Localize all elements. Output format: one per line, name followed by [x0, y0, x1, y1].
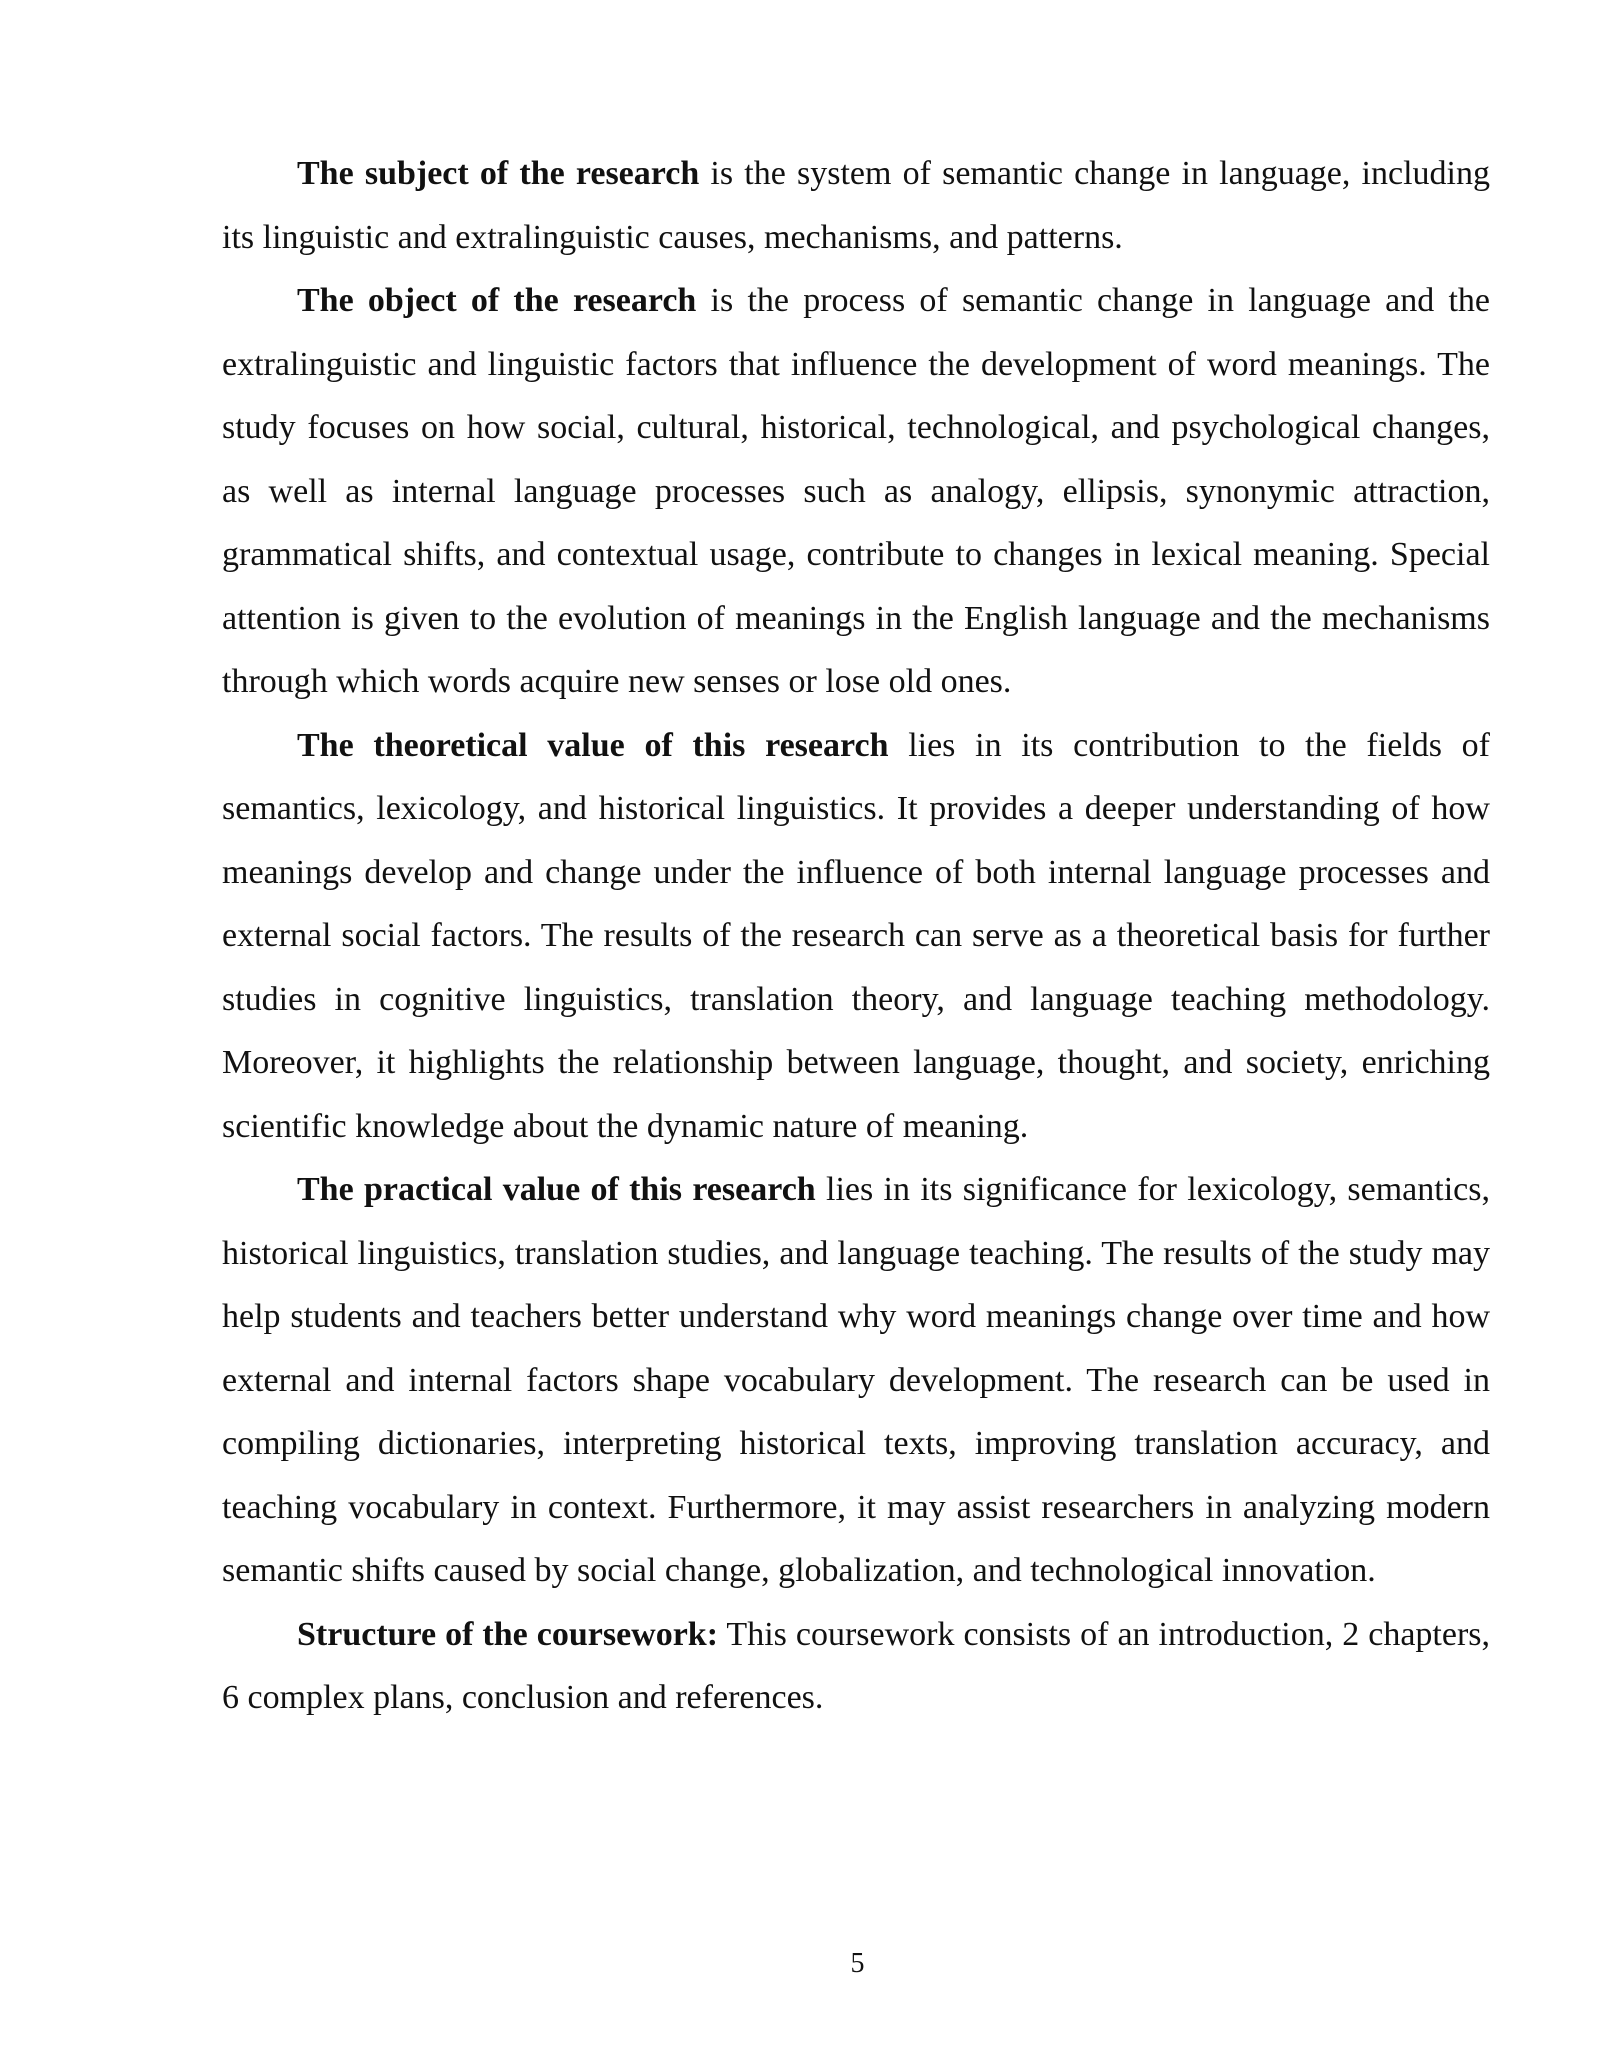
paragraph-structure [222, 1603, 1490, 1730]
paragraph-theoretical-value-heading: The theoretical value of this research [297, 726, 889, 764]
paragraph-practical-value-heading: The practical value of this research [297, 1171, 816, 1208]
paragraph-subject-heading: The subject of the research [297, 155, 700, 192]
paragraph-theoretical-value [222, 714, 1490, 1159]
page-number: 5 [850, 1948, 865, 1979]
paragraph-structure-heading: Structure of the coursework: [297, 1615, 719, 1653]
body-text [222, 142, 1490, 1730]
paragraph-structure-text: This coursework consists of an introduction, 2 chapters, 6 complex plans, conclusion and references. [222, 1615, 1490, 1716]
paragraph-practical-value-text: lies in its significance for lexicology, semantics, historical linguistics, translation studies, and language teaching. The results of the study may help students and teachers better understand why word meanings change over time and how external and internal factors shape vocabulary development. The research can be used in compiling dictionaries, interpreting historical texts, improving translation accuracy, and teaching vocabulary in context. Furthermore, it may assist researchers in analyzing modern semantic shifts caused by social change, globalization, and technological innovation. [222, 1171, 1490, 1589]
paragraph-object [222, 269, 1490, 714]
paragraph-theoretical-value-text: lies in its contribution to the fields of semantics, lexicology, and historical linguistics. It provides a deeper understanding of how meanings develop and change under the influence of both internal language processes and external social factors. The results of the research can serve as a theoretical basis for further studies in cognitive linguistics, translation theory, and language teaching methodology. Moreover, it highlights the relationship between language, thought, and society, enriching scientific knowledge about the dynamic nature of meaning. [222, 726, 1491, 1145]
paragraph-practical-value [222, 1158, 1490, 1603]
paragraph-subject [222, 142, 1490, 269]
paragraph-object-heading: The object of the research [297, 282, 697, 319]
paragraph-object-text: is the process of semantic change in language and the extralinguistic and linguistic factors that influence the development of word meanings. The study focuses on how social, cultural, historical, technological, and psychological changes, as well as internal language processes such as analogy, ellipsis, synonymic attraction, grammatical shifts, and contextual usage, contribute to changes in lexical meaning. Special attention is given to the evolution of meanings in the English language and the mechanisms through which words acquire new senses or lose old ones. [222, 282, 1490, 700]
paragraph-subject-text: is the system of semantic change in language, including its linguistic and extralinguistic causes, mechanisms, and patterns. [222, 155, 1490, 256]
